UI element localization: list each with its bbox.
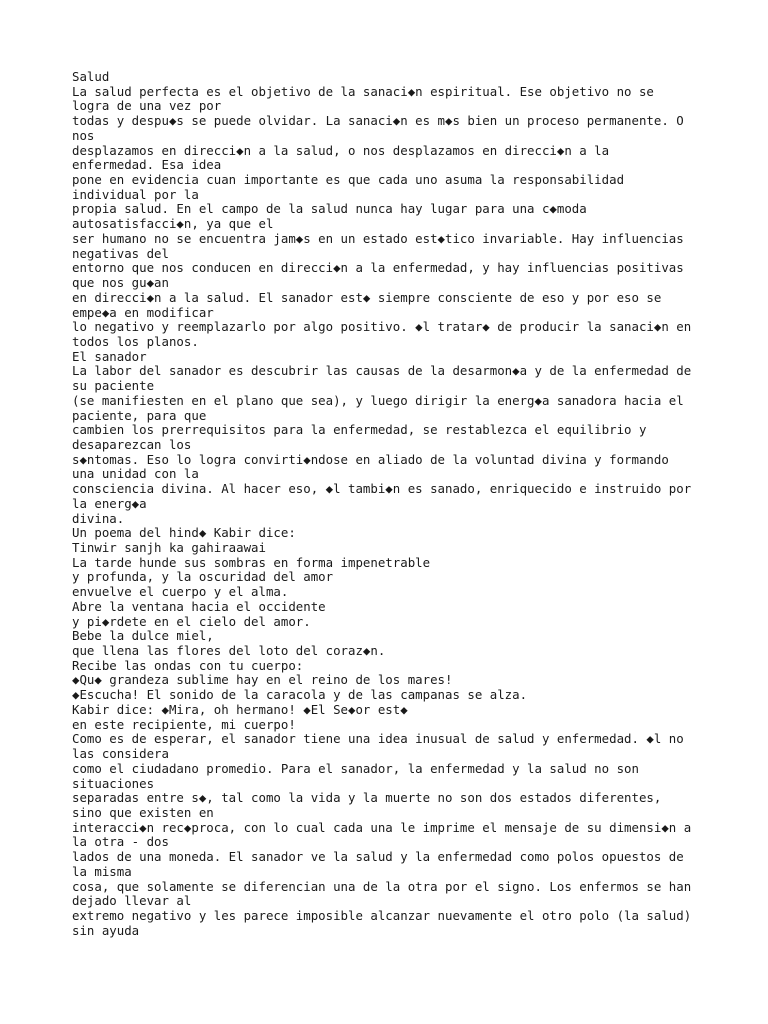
text-line: El sanador	[72, 348, 147, 364]
text-line: su paciente	[72, 378, 155, 394]
text-line: desaparezcan los	[72, 436, 192, 452]
text-line: dejado llevar al	[72, 893, 192, 909]
text-line: Kabir dice: ◆Mira, oh hermano! ◆El Se◆or est◆	[72, 701, 408, 717]
text-line: logra de una vez por	[72, 98, 222, 114]
text-line: lo negativo y reemplazarlo por algo positivo. ◆l tratar◆ de producir la sanaci◆n en	[72, 319, 692, 335]
text-line: una unidad con la	[72, 466, 199, 482]
text-line: enfermedad. Esa idea	[72, 157, 222, 173]
text-line: la energ◆a	[72, 495, 147, 511]
text-line: ◆Escucha! El sonido de la caracola y de las campanas se alza.	[72, 687, 528, 703]
text-line: en este recipiente, mi cuerpo!	[72, 716, 296, 732]
text-line: todas y despu◆s se puede olvidar. La sanaci◆n es m◆s bien un proceso permanente. O	[72, 113, 684, 129]
document-page	[72, 70, 712, 938]
text-line: individual por la	[72, 186, 199, 202]
text-line: cambien los prerrequisitos para la enfermedad, se restablezca el equilibrio y	[72, 422, 647, 438]
text-line: paciente, para que	[72, 407, 207, 423]
text-line: la misma	[72, 863, 132, 879]
text-line: (se manifiesten en el plano que sea), y luego dirigir la energ◆a sanadora hacia el	[72, 392, 684, 408]
text-line: nos	[72, 127, 95, 143]
text-line: separadas entre s◆, tal como la vida y la muerte no son dos estados diferentes,	[72, 790, 662, 806]
text-line: Recibe las ondas con tu cuerpo:	[72, 657, 304, 673]
text-line: Un poema del hind◆ Kabir dice:	[72, 525, 296, 541]
text-line: la otra - dos	[72, 834, 169, 850]
text-line: las considera	[72, 746, 169, 762]
text-line: empe◆a en modificar	[72, 304, 214, 320]
document-heading: Salud	[72, 69, 110, 84]
text-line: que nos gu◆an	[72, 275, 169, 291]
text-line: ◆Qu◆ grandeza sublime hay en el reino de los mares!	[72, 672, 453, 688]
text-line: y pi◆rdete en el cielo del amor.	[72, 613, 311, 629]
text-line: autosatisfacci◆n, ya que el	[72, 216, 274, 232]
text-line: todos los planos.	[72, 333, 199, 349]
text-line: La salud perfecta es el objetivo de la sanaci◆n espiritual. Ese objetivo no se	[72, 83, 654, 99]
text-line: lados de una moneda. El sanador ve la salud y la enfermedad como polos opuestos de	[72, 849, 684, 865]
text-line: interacci◆n rec◆proca, con lo cual cada una le imprime el mensaje de su dimensi◆n a	[72, 819, 692, 835]
text-line: consciencia divina. Al hacer eso, ◆l tambi◆n es sanado, enriquecido e instruido por	[72, 481, 692, 497]
text-line: ser humano no se encuentra jam◆s en un estado est◆tico invariable. Hay influencias	[72, 230, 684, 246]
text-line: envuelve el cuerpo y el alma.	[72, 584, 289, 600]
text-line: divina.	[72, 510, 125, 526]
text-line: sin ayuda	[72, 922, 140, 938]
text-line: sino que existen en	[72, 804, 214, 820]
text-line: propia salud. En el campo de la salud nunca hay lugar para una c◆moda	[72, 201, 587, 217]
text-line: entorno que nos conducen en direcci◆n a la enfermedad, y hay influencias positivas	[72, 260, 684, 276]
text-line: situaciones	[72, 775, 155, 791]
text-line: negativas del	[72, 245, 169, 261]
text-line: Bebe la dulce miel,	[72, 628, 214, 644]
text-line: Abre la ventana hacia el occidente	[72, 598, 326, 614]
text-line: La labor del sanador es descubrir las causas de la desarmon◆a y de la enfermedad de	[72, 363, 692, 379]
text-line: pone en evidencia cuan importante es que cada uno asuma la responsabilidad	[72, 172, 625, 188]
text-line: como el ciudadano promedio. Para el sanador, la enfermedad y la salud no son	[72, 760, 639, 776]
text-line: cosa, que solamente se diferencian una de la otra por el signo. Los enfermos se han	[72, 878, 692, 894]
text-line: desplazamos en direcci◆n a la salud, o nos desplazamos en direcci◆n a la	[72, 142, 610, 158]
text-line: Como es de esperar, el sanador tiene una idea inusual de salud y enfermedad. ◆l no	[72, 731, 684, 747]
text-line: Tinwir sanjh ka gahiraawai	[72, 540, 266, 555]
text-line: y profunda, y la oscuridad del amor	[72, 569, 334, 585]
text-line: extremo negativo y les parece imposible alcanzar nuevamente el otro polo (la salud)	[72, 907, 692, 923]
text-line: en direcci◆n a la salud. El sanador est◆ siempre consciente de eso y por eso se	[72, 289, 662, 305]
text-line: s◆ntomas. Eso lo logra convirti◆ndose en aliado de la voluntad divina y formando	[72, 451, 669, 467]
text-line: que llena las flores del loto del coraz◆n.	[72, 643, 386, 659]
text-line: La tarde hunde sus sombras en forma impenetrable	[72, 554, 431, 570]
